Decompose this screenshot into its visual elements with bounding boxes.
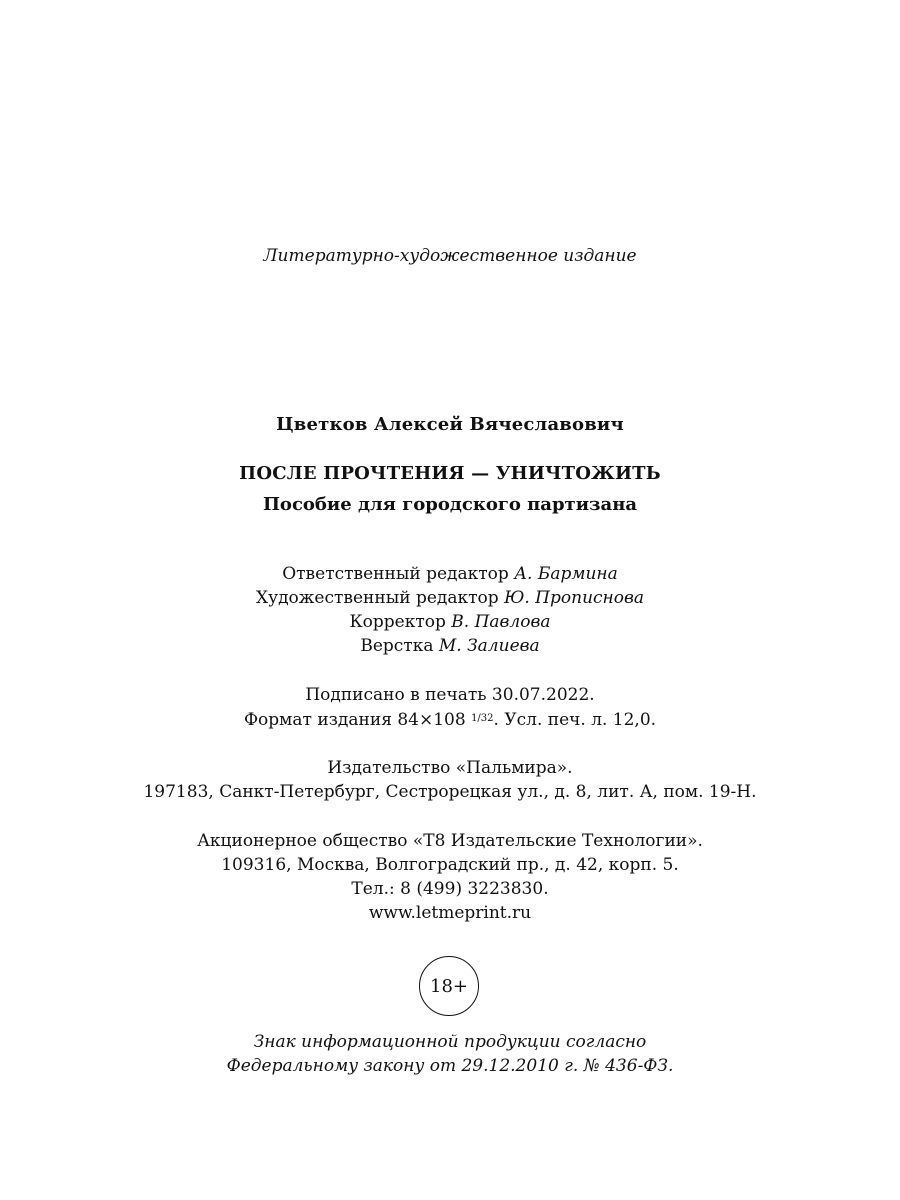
print-signed-date: Подписано в печать 30.07.2022. xyxy=(305,685,595,705)
printer-phone: Тел.: 8 (499) 3223830. xyxy=(351,879,549,899)
book-title: ПОСЛЕ ПРОЧТЕНИЯ — УНИЧТОЖИТЬ xyxy=(239,463,661,484)
credit-proofreader xyxy=(0,611,900,633)
credit-role: Художественный редактор xyxy=(255,588,499,608)
format-suffix: . Усл. печ. л. 12,0. xyxy=(493,710,657,730)
author-name: Цветков Алексей Вячеславович xyxy=(276,414,624,435)
publisher-address: 197183, Санкт-Петербург, Сестрорецкая ул., д. 8, лит. А, пом. 19-Н. xyxy=(143,782,757,802)
credit-layout xyxy=(0,635,900,657)
edition-type: Литературно-художественное издание xyxy=(263,246,637,266)
credit-person: Ю. Прописнова xyxy=(504,588,644,608)
law-notice-line-1: Знак информационной продукции согласно xyxy=(253,1032,647,1052)
printer-website: www.letmeprint.ru xyxy=(368,903,532,923)
print-format xyxy=(0,708,900,731)
book-subtitle: Пособие для городского партизана xyxy=(262,494,638,515)
printer-address: 109316, Москва, Волгоградский пр., д. 42, корп. 5. xyxy=(221,855,679,875)
credit-person: М. Залиева xyxy=(438,636,540,656)
law-notice-line-2: Федеральному закону от 29.12.2010 г. № 436-ФЗ. xyxy=(226,1056,674,1076)
format-fraction: 1/32 xyxy=(471,713,494,724)
credit-role: Ответственный редактор xyxy=(282,564,509,584)
publisher-name: Издательство «Пальмира». xyxy=(327,758,573,778)
credit-person: В. Павлова xyxy=(451,612,551,632)
credit-art-editor xyxy=(0,587,900,609)
credit-role: Корректор xyxy=(349,612,446,632)
printer-name: Акционерное общество «Т8 Издательские Технологии». xyxy=(197,831,703,851)
credit-executive-editor xyxy=(0,563,900,585)
credit-person: А. Бармина xyxy=(514,564,618,584)
format-prefix: Формат издания 84×108 xyxy=(243,710,466,730)
age-rating-badge: 18+ xyxy=(419,956,479,1016)
credit-role: Верстка xyxy=(360,636,434,656)
